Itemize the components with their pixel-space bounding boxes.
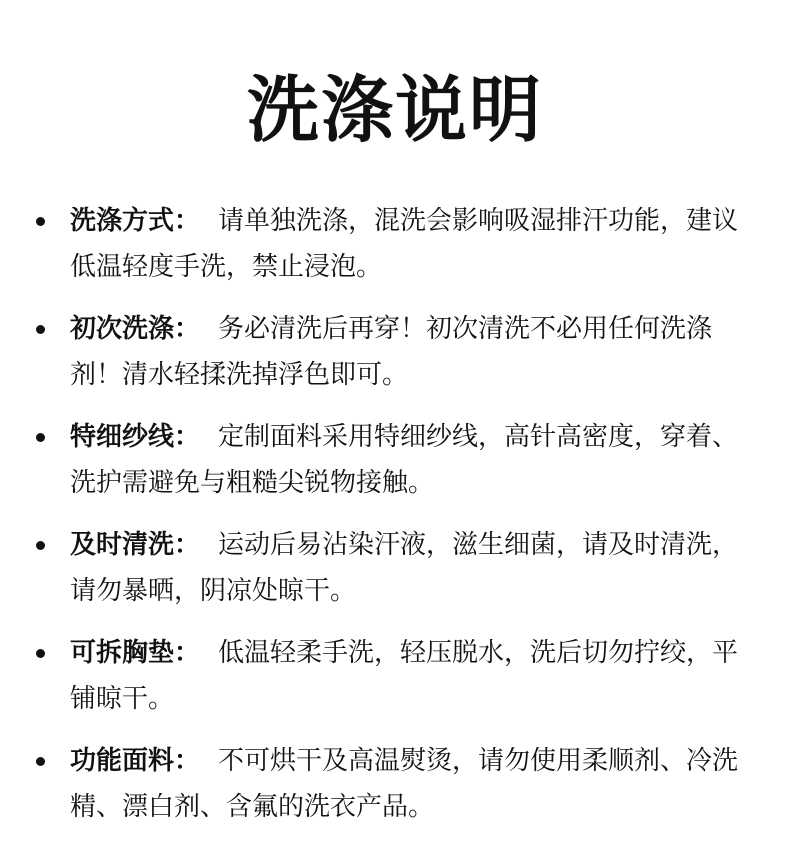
- item-label: 洗涤方式: [70, 206, 175, 236]
- item-colon: ：: [174, 746, 201, 776]
- instruction-list: [0, 198, 790, 846]
- list-item-timely-wash: [0, 522, 790, 614]
- list-item-functional-fabric: [0, 738, 790, 830]
- list-item-washing-method: [0, 198, 790, 290]
- item-label: 特细纱线: [70, 422, 175, 452]
- list-item-fine-yarn: [0, 414, 790, 506]
- bullet-icon: [36, 433, 45, 442]
- item-label: 及时清洗: [70, 530, 175, 560]
- bullet-icon: [36, 541, 45, 550]
- bullet-icon: [36, 217, 45, 226]
- item-colon: ：: [174, 206, 201, 236]
- item-text: 不可烘干及高温熨烫，请勿使用柔顺剂、冷洗精、漂白剂、含氟的洗衣产品。: [70, 746, 739, 822]
- list-item-first-wash: [0, 306, 790, 398]
- page-title: 洗涤说明: [246, 68, 543, 152]
- item-colon: ：: [174, 638, 201, 668]
- item-text: 请单独洗涤，混洗会影响吸湿排汗功能，建议低温轻度手洗，禁止浸泡。: [70, 206, 739, 282]
- bullet-icon: [36, 325, 45, 334]
- bullet-icon: [36, 649, 45, 658]
- item-text: 运动后易沾染汗液，滋生细菌，请及时清洗，请勿暴晒，阴凉处晾干。: [70, 530, 739, 606]
- item-label: 可拆胸垫: [70, 638, 175, 668]
- item-label: 初次洗涤: [70, 314, 175, 344]
- item-colon: ：: [174, 530, 201, 560]
- list-item-removable-pad: [0, 630, 790, 722]
- item-colon: ：: [174, 422, 201, 452]
- item-label: 功能面料: [70, 746, 175, 776]
- item-text: 务必清洗后再穿！初次清洗不必用任何洗涤剂！清水轻揉洗掉浮色即可。: [70, 314, 713, 390]
- bullet-icon: [36, 757, 45, 766]
- item-colon: ：: [174, 314, 201, 344]
- item-text: 定制面料采用特细纱线，高针高密度，穿着、洗护需避免与粗糙尖锐物接触。: [70, 422, 739, 498]
- item-text: 低温轻柔手洗，轻压脱水，洗后切勿拧绞，平铺晾干。: [70, 638, 739, 714]
